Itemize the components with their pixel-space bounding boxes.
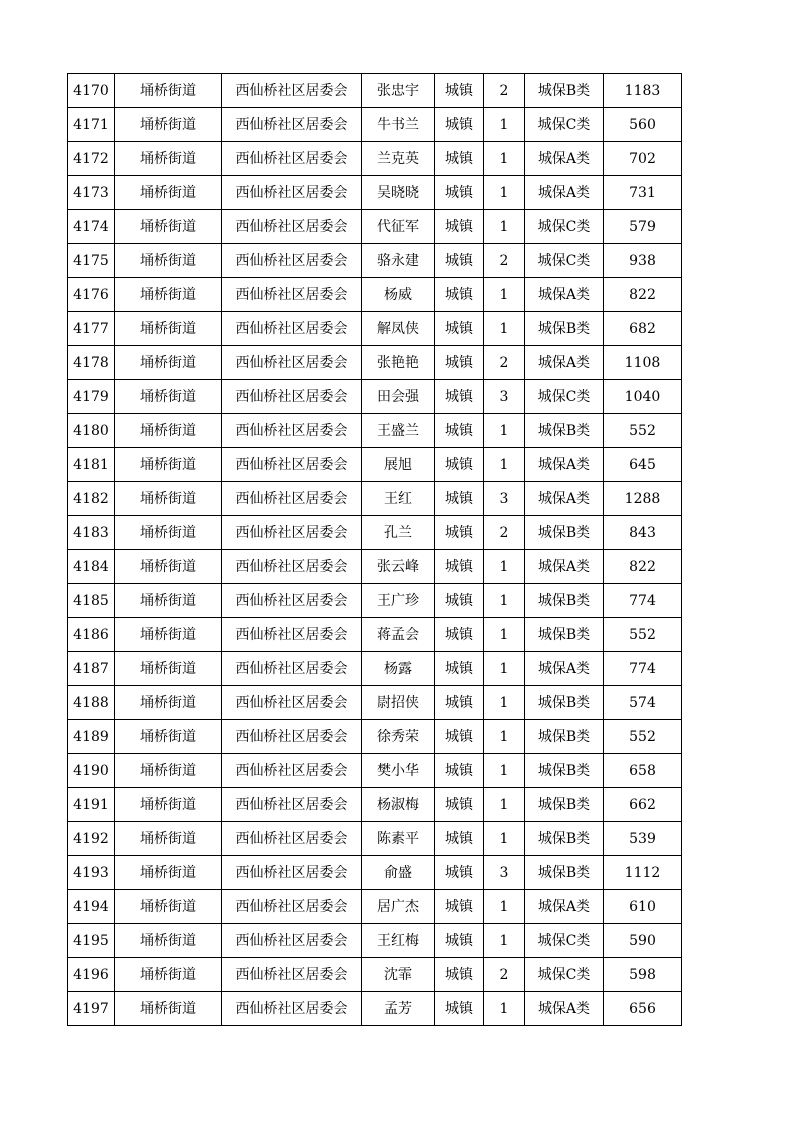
area-type-cell: 城镇 (435, 754, 484, 788)
row-number-cell: 4177 (68, 312, 115, 346)
area-type-cell: 城镇 (435, 822, 484, 856)
table-row (68, 584, 682, 618)
name-cell: 沈霏 (362, 958, 435, 992)
category-cell: 城保A类 (525, 652, 604, 686)
table-row (68, 924, 682, 958)
table-row (68, 992, 682, 1026)
name-cell: 蒋孟会 (362, 618, 435, 652)
area-type-cell: 城镇 (435, 652, 484, 686)
street-cell: 埇桥街道 (115, 720, 222, 754)
community-cell: 西仙桥社区居委会 (222, 482, 362, 516)
name-cell: 杨露 (362, 652, 435, 686)
household-size-cell: 1 (484, 414, 525, 448)
row-number-cell: 4185 (68, 584, 115, 618)
row-number-cell: 4196 (68, 958, 115, 992)
area-type-cell: 城镇 (435, 924, 484, 958)
category-cell: 城保B类 (525, 754, 604, 788)
household-size-cell: 2 (484, 244, 525, 278)
amount-cell: 552 (604, 720, 682, 754)
area-type-cell: 城镇 (435, 992, 484, 1026)
row-number-cell: 4184 (68, 550, 115, 584)
category-cell: 城保C类 (525, 244, 604, 278)
amount-cell: 552 (604, 414, 682, 448)
name-cell: 王红梅 (362, 924, 435, 958)
area-type-cell: 城镇 (435, 108, 484, 142)
name-cell: 居广杰 (362, 890, 435, 924)
household-size-cell: 3 (484, 856, 525, 890)
amount-cell: 774 (604, 584, 682, 618)
row-number-cell: 4186 (68, 618, 115, 652)
row-number-cell: 4195 (68, 924, 115, 958)
area-type-cell: 城镇 (435, 142, 484, 176)
name-cell: 牛书兰 (362, 108, 435, 142)
table-row (68, 142, 682, 176)
table-row (68, 482, 682, 516)
table-row (68, 720, 682, 754)
household-size-cell: 2 (484, 958, 525, 992)
name-cell: 俞盛 (362, 856, 435, 890)
table-row (68, 890, 682, 924)
category-cell: 城保A类 (525, 448, 604, 482)
category-cell: 城保B类 (525, 414, 604, 448)
area-type-cell: 城镇 (435, 482, 484, 516)
community-cell: 西仙桥社区居委会 (222, 618, 362, 652)
amount-cell: 590 (604, 924, 682, 958)
row-number-cell: 4192 (68, 822, 115, 856)
category-cell: 城保B类 (525, 74, 604, 108)
amount-cell: 1112 (604, 856, 682, 890)
row-number-cell: 4197 (68, 992, 115, 1026)
amount-cell: 682 (604, 312, 682, 346)
household-size-cell: 1 (484, 210, 525, 244)
area-type-cell: 城镇 (435, 278, 484, 312)
name-cell: 兰克英 (362, 142, 435, 176)
amount-cell: 822 (604, 550, 682, 584)
community-cell: 西仙桥社区居委会 (222, 176, 362, 210)
community-cell: 西仙桥社区居委会 (222, 516, 362, 550)
table-row (68, 958, 682, 992)
table-row (68, 550, 682, 584)
street-cell: 埇桥街道 (115, 584, 222, 618)
community-cell: 西仙桥社区居委会 (222, 992, 362, 1026)
table-row (68, 74, 682, 108)
community-cell: 西仙桥社区居委会 (222, 414, 362, 448)
amount-cell: 662 (604, 788, 682, 822)
amount-cell: 1288 (604, 482, 682, 516)
row-number-cell: 4172 (68, 142, 115, 176)
street-cell: 埇桥街道 (115, 686, 222, 720)
name-cell: 王红 (362, 482, 435, 516)
name-cell: 张忠宇 (362, 74, 435, 108)
household-size-cell: 1 (484, 618, 525, 652)
category-cell: 城保B类 (525, 788, 604, 822)
row-number-cell: 4190 (68, 754, 115, 788)
household-size-cell: 1 (484, 176, 525, 210)
street-cell: 埇桥街道 (115, 244, 222, 278)
row-number-cell: 4176 (68, 278, 115, 312)
community-cell: 西仙桥社区居委会 (222, 890, 362, 924)
community-cell: 西仙桥社区居委会 (222, 788, 362, 822)
community-cell: 西仙桥社区居委会 (222, 244, 362, 278)
street-cell: 埇桥街道 (115, 448, 222, 482)
row-number-cell: 4188 (68, 686, 115, 720)
area-type-cell: 城镇 (435, 550, 484, 584)
row-number-cell: 4191 (68, 788, 115, 822)
name-cell: 张云峰 (362, 550, 435, 584)
community-cell: 西仙桥社区居委会 (222, 958, 362, 992)
row-number-cell: 4175 (68, 244, 115, 278)
household-size-cell: 1 (484, 754, 525, 788)
street-cell: 埇桥街道 (115, 74, 222, 108)
row-number-cell: 4182 (68, 482, 115, 516)
category-cell: 城保B类 (525, 618, 604, 652)
amount-cell: 1040 (604, 380, 682, 414)
table-row (68, 312, 682, 346)
area-type-cell: 城镇 (435, 686, 484, 720)
table-row (68, 652, 682, 686)
row-number-cell: 4189 (68, 720, 115, 754)
table-row (68, 754, 682, 788)
category-cell: 城保B类 (525, 720, 604, 754)
category-cell: 城保A类 (525, 278, 604, 312)
category-cell: 城保C类 (525, 380, 604, 414)
amount-cell: 560 (604, 108, 682, 142)
community-cell: 西仙桥社区居委会 (222, 924, 362, 958)
street-cell: 埇桥街道 (115, 142, 222, 176)
row-number-cell: 4174 (68, 210, 115, 244)
category-cell: 城保A类 (525, 550, 604, 584)
row-number-cell: 4183 (68, 516, 115, 550)
category-cell: 城保C类 (525, 958, 604, 992)
name-cell: 孟芳 (362, 992, 435, 1026)
household-size-cell: 1 (484, 142, 525, 176)
table-body (68, 74, 682, 1026)
area-type-cell: 城镇 (435, 380, 484, 414)
name-cell: 杨威 (362, 278, 435, 312)
street-cell: 埇桥街道 (115, 210, 222, 244)
street-cell: 埇桥街道 (115, 108, 222, 142)
row-number-cell: 4187 (68, 652, 115, 686)
category-cell: 城保A类 (525, 890, 604, 924)
street-cell: 埇桥街道 (115, 652, 222, 686)
area-type-cell: 城镇 (435, 414, 484, 448)
household-size-cell: 1 (484, 822, 525, 856)
table-row (68, 822, 682, 856)
street-cell: 埇桥街道 (115, 346, 222, 380)
area-type-cell: 城镇 (435, 720, 484, 754)
street-cell: 埇桥街道 (115, 414, 222, 448)
table-row (68, 278, 682, 312)
community-cell: 西仙桥社区居委会 (222, 142, 362, 176)
row-number-cell: 4170 (68, 74, 115, 108)
name-cell: 代征军 (362, 210, 435, 244)
area-type-cell: 城镇 (435, 312, 484, 346)
table-row (68, 414, 682, 448)
amount-cell: 1108 (604, 346, 682, 380)
table-row (68, 176, 682, 210)
community-cell: 西仙桥社区居委会 (222, 346, 362, 380)
household-size-cell: 1 (484, 992, 525, 1026)
table-row (68, 346, 682, 380)
area-type-cell: 城镇 (435, 584, 484, 618)
table-row (68, 244, 682, 278)
name-cell: 徐秀荣 (362, 720, 435, 754)
name-cell: 樊小华 (362, 754, 435, 788)
row-number-cell: 4181 (68, 448, 115, 482)
area-type-cell: 城镇 (435, 890, 484, 924)
household-size-cell: 1 (484, 652, 525, 686)
household-size-cell: 1 (484, 278, 525, 312)
table-row (68, 210, 682, 244)
community-cell: 西仙桥社区居委会 (222, 584, 362, 618)
amount-cell: 822 (604, 278, 682, 312)
amount-cell: 610 (604, 890, 682, 924)
area-type-cell: 城镇 (435, 856, 484, 890)
row-number-cell: 4194 (68, 890, 115, 924)
amount-cell: 702 (604, 142, 682, 176)
amount-cell: 731 (604, 176, 682, 210)
household-size-cell: 1 (484, 312, 525, 346)
street-cell: 埇桥街道 (115, 992, 222, 1026)
household-size-cell: 1 (484, 788, 525, 822)
name-cell: 吴晓晓 (362, 176, 435, 210)
street-cell: 埇桥街道 (115, 618, 222, 652)
community-cell: 西仙桥社区居委会 (222, 108, 362, 142)
category-cell: 城保B类 (525, 584, 604, 618)
area-type-cell: 城镇 (435, 244, 484, 278)
category-cell: 城保C类 (525, 108, 604, 142)
street-cell: 埇桥街道 (115, 312, 222, 346)
amount-cell: 552 (604, 618, 682, 652)
amount-cell: 658 (604, 754, 682, 788)
amount-cell: 574 (604, 686, 682, 720)
area-type-cell: 城镇 (435, 448, 484, 482)
area-type-cell: 城镇 (435, 346, 484, 380)
household-size-cell: 2 (484, 74, 525, 108)
area-type-cell: 城镇 (435, 516, 484, 550)
street-cell: 埇桥街道 (115, 176, 222, 210)
row-number-cell: 4178 (68, 346, 115, 380)
table-row (68, 686, 682, 720)
household-size-cell: 1 (484, 550, 525, 584)
table-row (68, 618, 682, 652)
amount-cell: 1183 (604, 74, 682, 108)
amount-cell: 539 (604, 822, 682, 856)
household-size-cell: 3 (484, 482, 525, 516)
amount-cell: 645 (604, 448, 682, 482)
category-cell: 城保B类 (525, 822, 604, 856)
row-number-cell: 4171 (68, 108, 115, 142)
category-cell: 城保A类 (525, 346, 604, 380)
category-cell: 城保B类 (525, 312, 604, 346)
street-cell: 埇桥街道 (115, 550, 222, 584)
community-cell: 西仙桥社区居委会 (222, 822, 362, 856)
area-type-cell: 城镇 (435, 618, 484, 652)
street-cell: 埇桥街道 (115, 924, 222, 958)
area-type-cell: 城镇 (435, 958, 484, 992)
category-cell: 城保A类 (525, 992, 604, 1026)
community-cell: 西仙桥社区居委会 (222, 686, 362, 720)
table-row (68, 788, 682, 822)
table-row (68, 448, 682, 482)
household-size-cell: 1 (484, 720, 525, 754)
table-row (68, 380, 682, 414)
street-cell: 埇桥街道 (115, 822, 222, 856)
household-size-cell: 1 (484, 448, 525, 482)
household-size-cell: 1 (484, 584, 525, 618)
table-row (68, 108, 682, 142)
name-cell: 骆永建 (362, 244, 435, 278)
row-number-cell: 4193 (68, 856, 115, 890)
table-row (68, 516, 682, 550)
community-cell: 西仙桥社区居委会 (222, 74, 362, 108)
street-cell: 埇桥街道 (115, 754, 222, 788)
name-cell: 解凤侠 (362, 312, 435, 346)
area-type-cell: 城镇 (435, 788, 484, 822)
amount-cell: 938 (604, 244, 682, 278)
row-number-cell: 4173 (68, 176, 115, 210)
community-cell: 西仙桥社区居委会 (222, 720, 362, 754)
community-cell: 西仙桥社区居委会 (222, 652, 362, 686)
household-size-cell: 1 (484, 924, 525, 958)
street-cell: 埇桥街道 (115, 380, 222, 414)
amount-cell: 656 (604, 992, 682, 1026)
category-cell: 城保C类 (525, 924, 604, 958)
row-number-cell: 4180 (68, 414, 115, 448)
category-cell: 城保A类 (525, 176, 604, 210)
category-cell: 城保A类 (525, 142, 604, 176)
amount-cell: 843 (604, 516, 682, 550)
community-cell: 西仙桥社区居委会 (222, 550, 362, 584)
street-cell: 埇桥街道 (115, 482, 222, 516)
household-size-cell: 1 (484, 686, 525, 720)
amount-cell: 774 (604, 652, 682, 686)
amount-cell: 579 (604, 210, 682, 244)
community-cell: 西仙桥社区居委会 (222, 380, 362, 414)
name-cell: 王盛兰 (362, 414, 435, 448)
area-type-cell: 城镇 (435, 74, 484, 108)
community-cell: 西仙桥社区居委会 (222, 856, 362, 890)
area-type-cell: 城镇 (435, 176, 484, 210)
household-size-cell: 2 (484, 516, 525, 550)
name-cell: 王广珍 (362, 584, 435, 618)
name-cell: 孔兰 (362, 516, 435, 550)
category-cell: 城保B类 (525, 516, 604, 550)
street-cell: 埇桥街道 (115, 958, 222, 992)
name-cell: 田会强 (362, 380, 435, 414)
community-cell: 西仙桥社区居委会 (222, 312, 362, 346)
table-row (68, 856, 682, 890)
street-cell: 埇桥街道 (115, 890, 222, 924)
name-cell: 张艳艳 (362, 346, 435, 380)
area-type-cell: 城镇 (435, 210, 484, 244)
category-cell: 城保A类 (525, 482, 604, 516)
community-cell: 西仙桥社区居委会 (222, 278, 362, 312)
category-cell: 城保C类 (525, 210, 604, 244)
category-cell: 城保B类 (525, 856, 604, 890)
name-cell: 陈素平 (362, 822, 435, 856)
household-size-cell: 3 (484, 380, 525, 414)
household-size-cell: 1 (484, 890, 525, 924)
household-size-cell: 2 (484, 346, 525, 380)
name-cell: 杨淑梅 (362, 788, 435, 822)
data-table (67, 73, 682, 1026)
street-cell: 埇桥街道 (115, 856, 222, 890)
row-number-cell: 4179 (68, 380, 115, 414)
household-size-cell: 1 (484, 108, 525, 142)
name-cell: 尉招侠 (362, 686, 435, 720)
amount-cell: 598 (604, 958, 682, 992)
category-cell: 城保B类 (525, 686, 604, 720)
street-cell: 埇桥街道 (115, 278, 222, 312)
street-cell: 埇桥街道 (115, 516, 222, 550)
community-cell: 西仙桥社区居委会 (222, 448, 362, 482)
street-cell: 埇桥街道 (115, 788, 222, 822)
community-cell: 西仙桥社区居委会 (222, 210, 362, 244)
name-cell: 展旭 (362, 448, 435, 482)
community-cell: 西仙桥社区居委会 (222, 754, 362, 788)
